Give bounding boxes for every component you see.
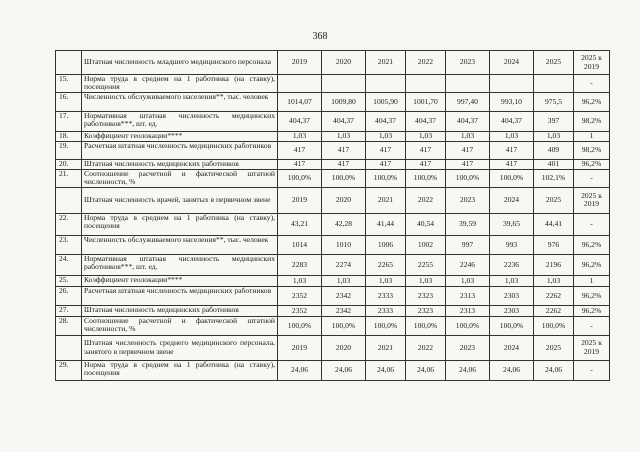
table-row	[56, 213, 610, 235]
value-cell: 401	[534, 159, 574, 169]
row-number: 22.	[56, 213, 82, 235]
value-cell	[322, 75, 366, 93]
value-cell: 993	[490, 235, 534, 254]
value-cell: 100,0%	[406, 169, 446, 187]
table-row	[56, 75, 610, 93]
value-cell: 1,03	[366, 275, 406, 286]
row-number: 27.	[56, 305, 82, 316]
value-cell	[534, 75, 574, 93]
year-header: 2019	[278, 187, 322, 213]
row-number: 23.	[56, 235, 82, 254]
table-row	[56, 305, 610, 316]
section-header-row	[56, 335, 610, 360]
value-cell: 39,59	[446, 213, 490, 235]
value-cell: 404,37	[278, 111, 322, 131]
year-header: 2022	[406, 51, 446, 75]
value-cell: 2262	[534, 286, 574, 305]
value-cell: 1,03	[490, 131, 534, 141]
value-cell	[490, 75, 534, 93]
table-row	[56, 169, 610, 187]
value-cell: 417	[490, 141, 534, 159]
comparison-header: 2025 к 2019	[574, 335, 610, 360]
row-number: 24.	[56, 254, 82, 275]
table-row	[56, 111, 610, 131]
value-cell: 100,0%	[406, 316, 446, 335]
value-cell: 41,44	[366, 213, 406, 235]
year-header: 2025	[534, 335, 574, 360]
row-number: 19.	[56, 141, 82, 159]
row-label: Численность обслуживаемого населения**, тыс. человек	[82, 92, 278, 111]
value-cell: 40,54	[406, 213, 446, 235]
section-header-row	[56, 187, 610, 213]
value-cell: 2262	[534, 305, 574, 316]
value-cell	[366, 75, 406, 93]
value-cell: 397	[534, 111, 574, 131]
row-number: 25.	[56, 275, 82, 286]
value-cell: 2352	[278, 305, 322, 316]
value-cell: 409	[534, 141, 574, 159]
value-cell: 2323	[406, 286, 446, 305]
value-cell: 100,0%	[322, 316, 366, 335]
comparison-cell: 98,2%	[574, 111, 610, 131]
value-cell: 100,0%	[490, 316, 534, 335]
value-cell: 404,37	[322, 111, 366, 131]
value-cell: 404,37	[446, 111, 490, 131]
value-cell: 2303	[490, 305, 534, 316]
section-header-num	[56, 187, 82, 213]
value-cell: 24,06	[278, 360, 322, 380]
year-header: 2024	[490, 187, 534, 213]
value-cell	[278, 75, 322, 93]
year-header: 2021	[366, 187, 406, 213]
value-cell: 100,0%	[278, 316, 322, 335]
year-header: 2021	[366, 51, 406, 75]
value-cell	[406, 75, 446, 93]
value-cell: 100,0%	[366, 169, 406, 187]
value-cell: 417	[366, 141, 406, 159]
value-cell: 100,0%	[446, 169, 490, 187]
row-number: 29.	[56, 360, 82, 380]
value-cell: 1,03	[322, 275, 366, 286]
value-cell: 1,03	[406, 275, 446, 286]
table-row	[56, 131, 610, 141]
value-cell: 2236	[490, 254, 534, 275]
row-label: Штатная численность медицинских работников	[82, 159, 278, 169]
value-cell: 2246	[446, 254, 490, 275]
section-header-num	[56, 51, 82, 75]
comparison-cell: -	[574, 169, 610, 187]
year-header: 2019	[278, 51, 322, 75]
row-number: 21.	[56, 169, 82, 187]
year-header: 2025	[534, 187, 574, 213]
value-cell: 42,28	[322, 213, 366, 235]
value-cell: 417	[278, 141, 322, 159]
value-cell: 100,0%	[534, 316, 574, 335]
value-cell: 43,21	[278, 213, 322, 235]
year-header: 2023	[446, 335, 490, 360]
value-cell: 1,03	[446, 131, 490, 141]
value-cell: 417	[322, 141, 366, 159]
value-cell: 1009,80	[322, 92, 366, 111]
row-label: Численность обслуживаемого населения**, тыс. человек	[82, 235, 278, 254]
value-cell: 1005,90	[366, 92, 406, 111]
comparison-header: 2025 к 2019	[574, 51, 610, 75]
value-cell: 2313	[446, 305, 490, 316]
value-cell: 404,37	[406, 111, 446, 131]
value-cell: 24,06	[322, 360, 366, 380]
value-cell: 417	[366, 159, 406, 169]
value-cell: 404,37	[490, 111, 534, 131]
value-cell: 1014	[278, 235, 322, 254]
comparison-cell: 96,2%	[574, 92, 610, 111]
table-row	[56, 275, 610, 286]
comparison-header: 2025 к 2019	[574, 187, 610, 213]
section-header-row	[56, 51, 610, 75]
value-cell: 2342	[322, 286, 366, 305]
value-cell: 100,0%	[366, 316, 406, 335]
page-number: 368	[312, 31, 328, 42]
value-cell: 976	[534, 235, 574, 254]
value-cell: 2274	[322, 254, 366, 275]
value-cell: 1,03	[278, 131, 322, 141]
table-row	[56, 316, 610, 335]
year-header: 2020	[322, 51, 366, 75]
comparison-cell: 96,2%	[574, 305, 610, 316]
row-label: Норма труда в среднем на 1 работника (на ставку), посещения	[82, 75, 278, 93]
value-cell: 993,10	[490, 92, 534, 111]
section-header-num	[56, 335, 82, 360]
row-label: Расчетная штатная численность медицинских работников	[82, 286, 278, 305]
table-row	[56, 360, 610, 380]
comparison-cell: 96,2%	[574, 286, 610, 305]
section-title: Штатная численность среднего медицинского персонала, занятого в первичном звене	[82, 335, 278, 360]
value-cell: 1,03	[366, 131, 406, 141]
row-number: 17.	[56, 111, 82, 131]
year-header: 2022	[406, 187, 446, 213]
year-header: 2021	[366, 335, 406, 360]
row-label: Расчетная штатная численность медицинских работников	[82, 141, 278, 159]
value-cell: 2255	[406, 254, 446, 275]
comparison-cell: 96,2%	[574, 254, 610, 275]
value-cell: 100,0%	[446, 316, 490, 335]
year-header: 2024	[490, 335, 534, 360]
value-cell: 1,03	[446, 275, 490, 286]
row-number: 16.	[56, 92, 82, 111]
comparison-cell: -	[574, 360, 610, 380]
value-cell: 417	[446, 141, 490, 159]
value-cell: 997,40	[446, 92, 490, 111]
staffing-table	[55, 50, 610, 381]
comparison-cell: 96,2%	[574, 159, 610, 169]
value-cell: 1,03	[406, 131, 446, 141]
year-header: 2023	[446, 187, 490, 213]
year-header: 2022	[406, 335, 446, 360]
value-cell: 2323	[406, 305, 446, 316]
table-row	[56, 141, 610, 159]
value-cell: 1,03	[490, 275, 534, 286]
value-cell: 417	[406, 159, 446, 169]
section-title: Штатная численность младшего медицинского персонала	[82, 51, 278, 75]
year-header: 2020	[322, 335, 366, 360]
comparison-cell: 1	[574, 131, 610, 141]
value-cell: 997	[446, 235, 490, 254]
value-cell: 2265	[366, 254, 406, 275]
table-row	[56, 254, 610, 275]
value-cell: 100,0%	[490, 169, 534, 187]
comparison-cell: 96,2%	[574, 235, 610, 254]
row-label: Коэффициент геолокации****	[82, 275, 278, 286]
year-header: 2019	[278, 335, 322, 360]
value-cell: 1001,70	[406, 92, 446, 111]
table-row	[56, 235, 610, 254]
year-header: 2025	[534, 51, 574, 75]
value-cell: 1002	[406, 235, 446, 254]
row-number: 28.	[56, 316, 82, 335]
row-label: Норма труда в среднем на 1 работника (на ставку), посещения	[82, 360, 278, 380]
row-label: Коэффициент геолокации****	[82, 131, 278, 141]
value-cell: 2283	[278, 254, 322, 275]
value-cell: 2333	[366, 286, 406, 305]
value-cell: 24,06	[446, 360, 490, 380]
value-cell: 2313	[446, 286, 490, 305]
row-label: Нормативная штатная численность медицинских работников***, шт. ед.	[82, 111, 278, 131]
row-number: 20.	[56, 159, 82, 169]
value-cell: 2352	[278, 286, 322, 305]
value-cell: 1,03	[534, 275, 574, 286]
value-cell: 417	[490, 159, 534, 169]
value-cell: 24,06	[406, 360, 446, 380]
value-cell: 24,06	[490, 360, 534, 380]
value-cell: 100,0%	[322, 169, 366, 187]
value-cell: 39,65	[490, 213, 534, 235]
row-number: 18.	[56, 131, 82, 141]
comparison-cell: -	[574, 75, 610, 93]
value-cell: 24,06	[534, 360, 574, 380]
value-cell: 417	[446, 159, 490, 169]
table-row	[56, 92, 610, 111]
row-number: 15.	[56, 75, 82, 93]
value-cell: 1014,07	[278, 92, 322, 111]
value-cell: 2342	[322, 305, 366, 316]
table-row	[56, 159, 610, 169]
value-cell: 100,0%	[278, 169, 322, 187]
value-cell: 2333	[366, 305, 406, 316]
value-cell: 417	[406, 141, 446, 159]
value-cell: 2196	[534, 254, 574, 275]
table-row	[56, 286, 610, 305]
value-cell	[446, 75, 490, 93]
year-header: 2020	[322, 187, 366, 213]
row-label: Штатная численность медицинских работников	[82, 305, 278, 316]
row-label: Соотношение расчетной и фактической штатной численности, %	[82, 169, 278, 187]
row-label: Нормативная штатная численность медицинских работников***, шт. ед.	[82, 254, 278, 275]
section-title: Штатная численность врачей, занятых в первичном звене	[82, 187, 278, 213]
year-header: 2023	[446, 51, 490, 75]
comparison-cell: -	[574, 213, 610, 235]
value-cell: 1,03	[534, 131, 574, 141]
row-number: 26.	[56, 286, 82, 305]
row-label: Соотношение расчетной и фактической штатной численности, %	[82, 316, 278, 335]
year-header: 2024	[490, 51, 534, 75]
value-cell: 1,03	[322, 131, 366, 141]
value-cell: 404,37	[366, 111, 406, 131]
value-cell: 417	[278, 159, 322, 169]
row-label: Норма труда в среднем на 1 работника (на ставку), посещения	[82, 213, 278, 235]
value-cell: 1010	[322, 235, 366, 254]
comparison-cell: 98,2%	[574, 141, 610, 159]
value-cell: 24,06	[366, 360, 406, 380]
value-cell: 102,1%	[534, 169, 574, 187]
comparison-cell: 1	[574, 275, 610, 286]
value-cell: 1006	[366, 235, 406, 254]
value-cell: 975,5	[534, 92, 574, 111]
comparison-cell: -	[574, 316, 610, 335]
value-cell: 417	[322, 159, 366, 169]
value-cell: 44,41	[534, 213, 574, 235]
value-cell: 2303	[490, 286, 534, 305]
value-cell: 1,03	[278, 275, 322, 286]
